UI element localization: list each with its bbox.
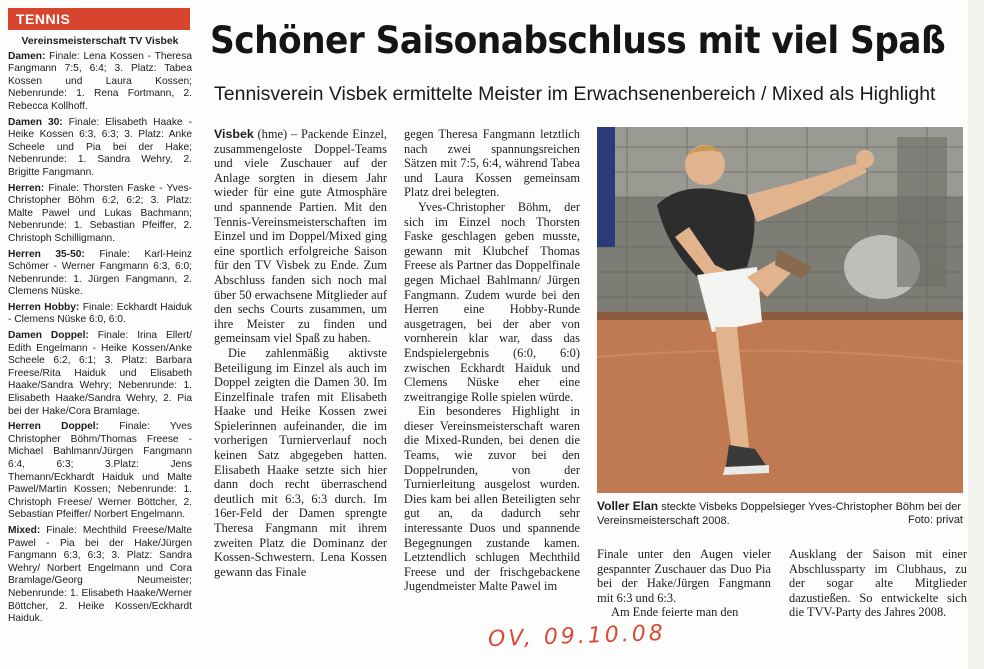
article-paragraph: Am Ende feierte man den [611,605,739,620]
article-column-4 [789,547,967,620]
result-entry [8,302,192,327]
result-category: Mixed: [8,524,41,536]
result-text: Finale: Karl-Heinz Schömer - Werner Fangmann 6:3, 6:0; Nebenrunde: 1. Jürgen Fangmann, 2. Clemens Nüske. [8,248,192,298]
photo-illustration [597,127,963,493]
result-category: Herren Doppel: [8,421,100,433]
headline: Schöner Saisonabschluss mit viel Spaß [210,19,946,62]
section-badge: TENNIS [8,8,190,30]
result-category: Herren: [8,182,45,194]
sidebar-title: Vereinsmeisterschaft TV Visbek [21,36,179,47]
result-text: Finale: Thorsten Faske - Yves-Christopher Böhm 6:2, 6:2; 3. Platz: Malte Pawel und Lukas Bachmann; Nebenrunde: 1. Sebastian Pfeiffer, 2. Christoph Schilligmann. [8,182,192,244]
result-text: Finale: Irina Ellert/ Edith Engelmann - Heike Kossen/Anke Scheele 6:2, 6:1; 3. Platz: Barbara Freese/Rita Haiduk und Elisabeth Haake/Sandra Wehry; Nebenrunde: 1. Elisabeth Haake/Sandra Wehry, 2. Pia bei der Hake/Cora Bramlage. [8,330,192,417]
result-category: Damen 30: [8,116,63,128]
result-entry [8,51,192,114]
result-category: Damen: [8,50,46,62]
result-category: Herren 35-50: [8,248,85,260]
handwritten-date-note: OV, 09.10.08 [487,620,667,653]
result-text: Finale: Eckhardt Haiduk - Clemens Nüske 6:0, 6:0. [8,301,192,326]
article-column-3 [597,547,771,620]
article-column-1 [214,127,387,579]
photo-credit: Foto: privat [907,514,963,526]
result-entry [8,183,192,246]
tennis-player-photo [597,127,963,493]
result-entry [8,525,192,626]
article-paragraph: Ein besonderes Highlight in dieser Vereinsmeisterschaft waren die Mixed-Runden, bei denen die Teams, wie zuvor bei den Doppelrunden, von der Turnierleitung ausgelost wurden. Dies kam bei allen Beteiligten sehr gut an, da dadurch sehr interessante Duos und spannende Begegnungen zustande kamen. Letztendlich schlugen Mechthild Freese und der frischgebackene Jugendmeister Malte Pawel im [404,404,580,594]
result-category: Damen Doppel: [8,330,89,342]
dateline: Visbek [214,127,254,141]
article-paragraph: Yves-Christopher Böhm, der sich im Einzel noch Thorsten Faske geschlagen geben musste, gewann mit Klubchef Thomas Freese als Partner das Doppelfinale gegen Michael Bahlmann/ Jürgen Fangmann. Zudem wurde bei den Herren eine Hobby-Runde ausgetragen, bei der aber von vornherein klar war, dass das Endspielergebnis (6:0, 6:0) zwischen Eckhardt Haiduk und Clemens Nüske eher eine zweitrangige Rolle spielen würde. [404,199,580,404]
paragraph-text: (hme) – Packende Einzel, zusammengeloste Doppel-Teams und viele Zuschauer auf der Anlage sorgten in diesem Jahr wieder für eine gute Atmosphäre und spannende Partien. Mit den Tennis-Vereinsmeisterschaften im Einzel und im Doppel/Mixed ging eine sportlich erfolgreiche Saison für den TV Visbek zu Ende. Zum Abschluss fanden sich noch mal über 50 erwachsene Mitglieder auf den sechs Courts zusammen, um ihre Meister zu finden und gemeinsam viel Spaß zu haben. [214,127,387,346]
result-text: Finale: Yves Christopher Böhm/Thomas Freese - Michael Bahlmann/Jürgen Fangmann 6:4, 6:3; 3.Platz: Jens Themann/Eckhardt Haiduk und Malte Pawel/Martin Kossen; Nebenrunde: 1. Christoph Freese/ Werner Böttcher, 2. Sebastian Pfeiffer/ Norbert Engelmann. [8,421,192,521]
sidebar-entries [8,51,192,626]
result-text: Finale: Lena Kossen - Theresa Fangmann 7:5, 6:4; 3. Platz: Tabea Kossen und Laura Kossen; Nebenrunde: 1. Rena Fortmann, 2. Rebecca Kollhoff. [8,50,192,112]
caption-text: steckte Visbeks Doppelsieger Yves-Christopher Böhm bei der Vereinsmeisterschaft 2008. [597,501,962,527]
article-column-2 [404,127,580,594]
result-text: Finale: Elisabeth Haake - Heike Kossen 6:3, 6:3; 3. Platz: Anke Scheele und Pia bei der Hake; Nebenrunde: 1. Sandra Wehry, 2. Brigitte Fangmann. [8,116,192,178]
article-paragraph [214,127,387,346]
result-entry [8,117,192,180]
article-paragraph: Finale unter den Augen vieler gespannter Zuschauer das Duo Pia bei der Hake/Jürgen Fangmann mit 6:3 und 6:3. [597,547,771,605]
caption-lead: Voller Elan [597,499,659,513]
article-paragraph: gegen Theresa Fangmann letztlich nach zwei spannungsreichen Sätzen mit 7:5, 6:4, während Tabea und Laura Kossen gemeinsam Platz drei belegten. [404,127,580,200]
results-sidebar [8,34,192,629]
result-entry [8,330,192,418]
result-entry [8,421,192,522]
photo-caption [597,499,963,528]
result-text: Finale: Mechthild Freese/Malte Pawel - Pia bei der Hake/Jürgen Fangmann 6:3, 6:3; 3. Platz: Sandra Wehry/ Norbert Engelmann und Cora Bramlage/Georg Neumeister; Nebenrunde: 1. Elisabeth Haake/Werner Böttcher, 2. Heike Kossen/Eckhardt Haiduk. [8,524,192,625]
article-paragraph: Die zahlenmäßig aktivste Beteiligung im Einzel als auch im Doppel zeigten die Damen 30. Im Einzelfinale trafen mit Elisabeth Haake und Heike Kossen zwei Spielerinnen aufeinander, die im vorherigen Turnierverlauf noch keinen Satz abgegeben hatten. Elisabeth Haake setzte sich hier dann doch recht überraschend deutlich mit 6:3, 6:3 durch. Im 16er-Feld der Damen sprengte Theresa Fangmann mit ihrem zweiten Platz die Dominanz der Kossen-Schwestern. Lena Kossen gewann das Finale [214,345,387,579]
result-entry [8,249,192,299]
article-paragraph: Ausklang der Saison mit einer Abschlussparty im Clubhaus, zu der sogar alte Mitglieder dazustießen. So entwickelte sich die TVV-Party des Jahres 2008. [789,547,967,620]
subheadline: Tennisverein Visbek ermittelte Meister im Erwachsenenbereich / Mixed als Highlight [214,83,936,105]
result-category: Herren Hobby: [8,301,80,313]
